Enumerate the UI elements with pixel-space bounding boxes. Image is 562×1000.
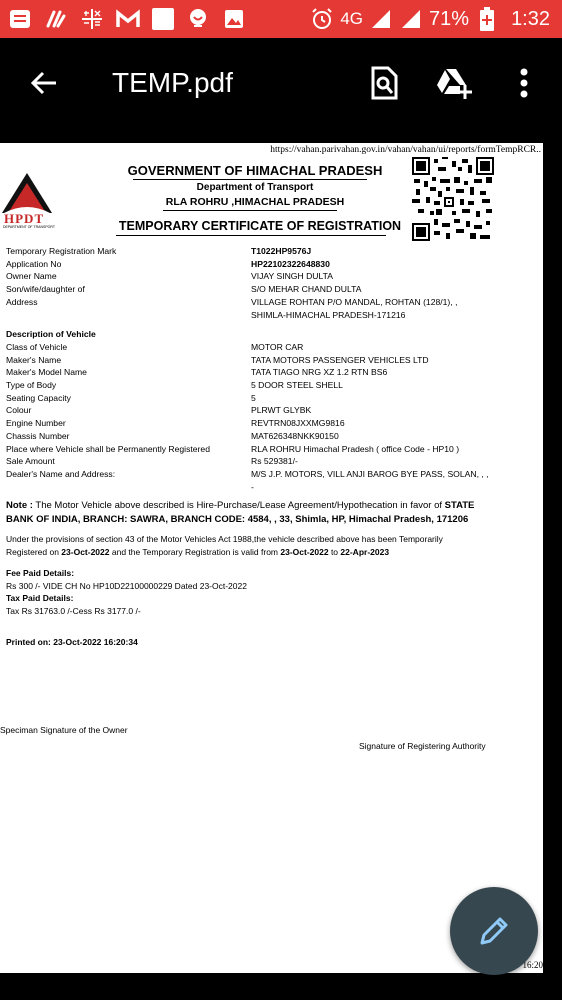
divider [116,235,386,236]
certificate-title: TEMPORARY CERTIFICATE OF REGISTRATION [118,219,402,233]
corner-timestamp: 16:20 [522,960,543,970]
tax-title: Tax Paid Details: [6,593,74,603]
document-title: TEMP.pdf [112,67,233,98]
message-icon [8,8,32,30]
add-to-drive-button[interactable] [434,63,474,103]
signal-icon-2 [399,8,423,30]
logo-subtext: DEPARTMENT OF TRANSPORT [3,225,55,229]
back-button[interactable] [22,61,66,105]
detail-row: Owner Name VIJAY SINGH DULTA [6,271,333,282]
vehicle-section-title: Description of Vehicle [6,329,96,340]
more-options-button[interactable] [504,63,544,103]
more-vert-icon [520,68,528,98]
hypothecation-note: Note : The Motor Vehicle above described is Hire-Purchase/Lease Agreement/Hypothecation in favor of STATE BANK OF INDIA, BRANCH: SAWRA, BRANCH CODE: 4584, , 33, Shimla, HP, Himachal Pradesh, 171206 [6,500,475,525]
image-notification-icon [152,8,174,30]
app-notification-icon [44,8,68,30]
clock: 1:32 [511,7,550,30]
fee-title: Fee Paid Details: [6,568,75,578]
pencil-icon [477,914,511,948]
qr-code [412,157,494,241]
detail-row: Engine Number REVTRN08JXXMG9816 [6,418,345,429]
detail-row: Dealer's Name and Address: M/S J.P. MOTORS, VILL ANJI BAROG BYE PASS, SOLAN, , , [6,468,489,479]
detail-row: Place where Vehicle shall be Permanently Registered RLA ROHRU Himachal Pradesh ( office Code - HP10 ) [6,443,460,454]
divider [163,210,337,211]
calculator-app-icon [80,8,104,30]
search-in-document-button[interactable] [364,63,404,103]
pdf-page[interactable] [0,143,543,973]
find-in-page-icon [370,66,398,100]
network-type: 4G [340,9,364,28]
detail-row: Temporary Registration Mark T1022HP9576J [6,246,312,256]
department-heading: Department of Transport [196,182,314,193]
detail-row: Son/wife/daughter of S/O MEHAR CHAND DULTA [6,284,362,295]
detail-row: Seating Capacity 5 [6,392,256,403]
office-heading: RLA ROHRU ,HIMACHAL PRADESH [165,196,345,208]
battery-percent: 71% [429,7,470,30]
arrow-left-icon [30,71,58,95]
signal-icon [369,8,393,30]
detail-row: - [251,481,254,492]
government-heading: GOVERNMENT OF HIMACHAL PRADESH [127,163,383,178]
detail-row: Colour PLRWT GLYBK [6,405,312,416]
document-url: https://vahan.parivahan.gov.in/vahan/vahan/ui/reports/formTempRCR.. [270,145,541,155]
edit-fab-button[interactable] [450,887,538,975]
divider [133,179,367,180]
detail-row: Chassis Number MAT626348NKK90150 [6,430,339,441]
status-bar [0,0,562,38]
gmail-icon [116,8,140,30]
bottom-band [0,973,562,1000]
drive-add-icon [436,67,472,99]
detail-row: Class of Vehicle MOTOR CAR [6,341,304,352]
detail-row: SHIMLA-HIMACHAL PRADESH-171216 [251,309,406,320]
certificate-details [6,245,536,493]
owner-signature-label: Speciman Signature of the Owner [0,725,128,735]
authority-signature-label: Signature of Registering Authority [359,741,486,751]
location-icon [186,8,210,30]
detail-row: Application No HP22102322648830 [6,258,330,269]
detail-row: Maker's Model Name TATA TIAGO NRG XZ 1.2 RTN BS6 [6,367,388,378]
battery-charging-icon [475,8,499,30]
registration-provision: Under the provisions of section 43 of the Motor Vehicles Act 1988,the vehicle described above has been Temporarily Registered on 23-Oct-2022 and the Temporary Registration is valid from 23-Oct-2022 to 22-Apr-2023 [6,534,443,557]
detail-row: Sale Amount Rs 529381/- [6,456,298,467]
logo-text: HPDT [4,211,45,226]
detail-row: Type of Body 5 DOOR STEEL SHELL [6,380,343,391]
fee-tax-details [6,567,247,617]
fee-value: Rs 300 /- VIDE CH No HP10D22100000229 Dated 23-Oct-2022 [6,580,247,591]
detail-row: Address VILLAGE ROHTAN P/O MANDAL, ROHTAN (128/1), , [6,296,458,307]
gallery-icon [222,8,246,30]
tax-value: Tax Rs 31763.0 /-Cess Rs 3177.0 /- [6,605,141,616]
app-toolbar [0,38,562,128]
alarm-icon [310,8,334,30]
printed-on: Printed on: 23-Oct-2022 16:20:34 [6,637,138,647]
detail-row: Maker's Name TATA MOTORS PASSENGER VEHICLES LTD [6,354,429,365]
